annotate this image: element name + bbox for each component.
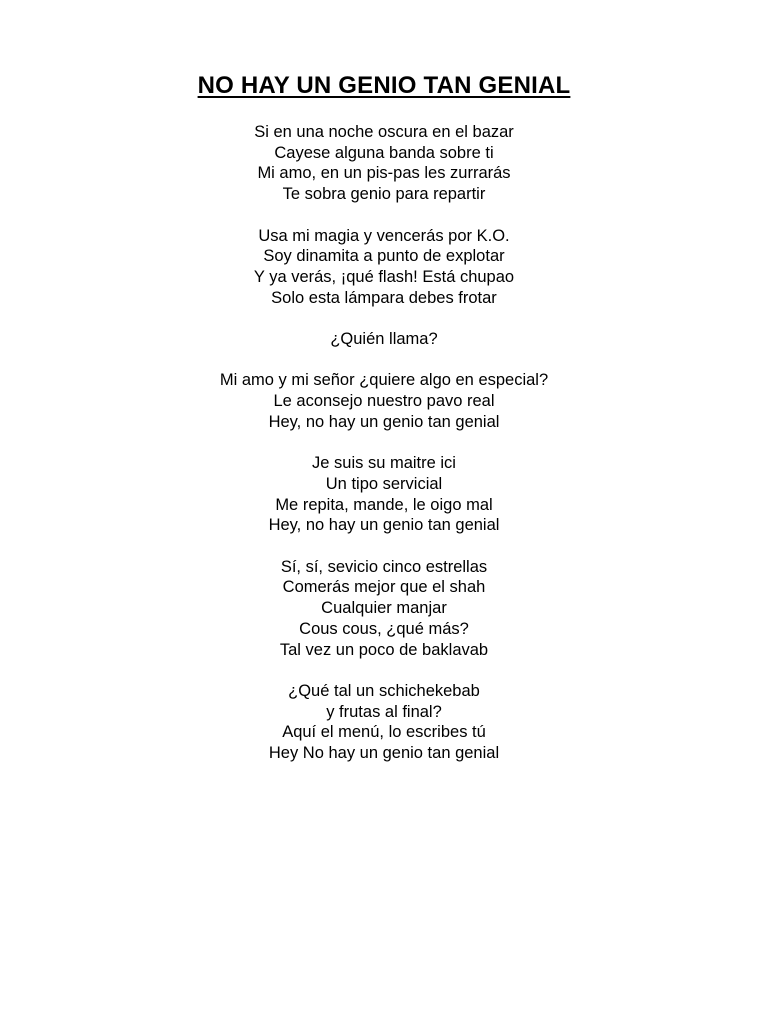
lyric-line: Usa mi magia y vencerás por K.O. (258, 226, 510, 245)
lyric-line: Le aconsejo nuestro pavo real (273, 392, 495, 411)
stanza-4 (0, 370, 768, 432)
stanza-1 (0, 122, 768, 205)
lyric-line: Tal vez un poco de baklavab (279, 640, 489, 659)
stanza-5 (0, 453, 768, 536)
lyric-line: Hey, no hay un genio tan genial (268, 412, 500, 431)
stanza-7 (0, 681, 768, 764)
song-title-container (0, 70, 768, 102)
lyric-line: y frutas al final? (326, 702, 442, 721)
stanza-2 (0, 226, 768, 309)
lyric-line: Aquí el menú, lo escribes tú (282, 723, 486, 742)
lyrics-body (0, 122, 768, 784)
lyric-line: Solo esta lámpara debes frotar (271, 288, 497, 307)
lyric-line: Cous cous, ¿qué más? (299, 619, 469, 638)
lyric-line: ¿Qué tal un schichekebab (288, 681, 480, 700)
stanza-3 (0, 329, 768, 350)
lyric-line: Comerás mejor que el shah (282, 578, 486, 597)
lyric-line: Cualquier manjar (321, 599, 447, 618)
lyric-line: Cayese alguna banda sobre ti (274, 143, 494, 162)
lyric-line: Je suis su maitre ici (312, 454, 456, 473)
stanza-6 (0, 557, 768, 661)
lyric-line: Hey No hay un genio tan genial (268, 744, 500, 762)
lyric-line: Sí, sí, sevicio cinco estrellas (280, 557, 488, 576)
lyric-line: Te sobra genio para repartir (282, 185, 486, 204)
lyric-line: Mi amo y mi señor ¿quiere algo en especial? (219, 371, 549, 390)
lyric-line: Soy dinamita a punto de explotar (263, 247, 505, 266)
lyric-line: Y ya verás, ¡qué flash! Está chupao (253, 267, 515, 286)
lyric-line: Me repita, mande, le oigo mal (275, 495, 493, 514)
lyric-line: Hey, no hay un genio tan genial (268, 516, 500, 535)
lyric-line: Si en una noche oscura en el bazar (254, 123, 514, 141)
lyric-line: Mi amo, en un pis-pas les zurrarás (257, 164, 511, 183)
lyric-line: Un tipo servicial (325, 474, 443, 493)
song-title: NO HAY UN GENIO TAN GENIAL (197, 72, 571, 99)
lyric-line: ¿Quién llama? (330, 330, 438, 348)
